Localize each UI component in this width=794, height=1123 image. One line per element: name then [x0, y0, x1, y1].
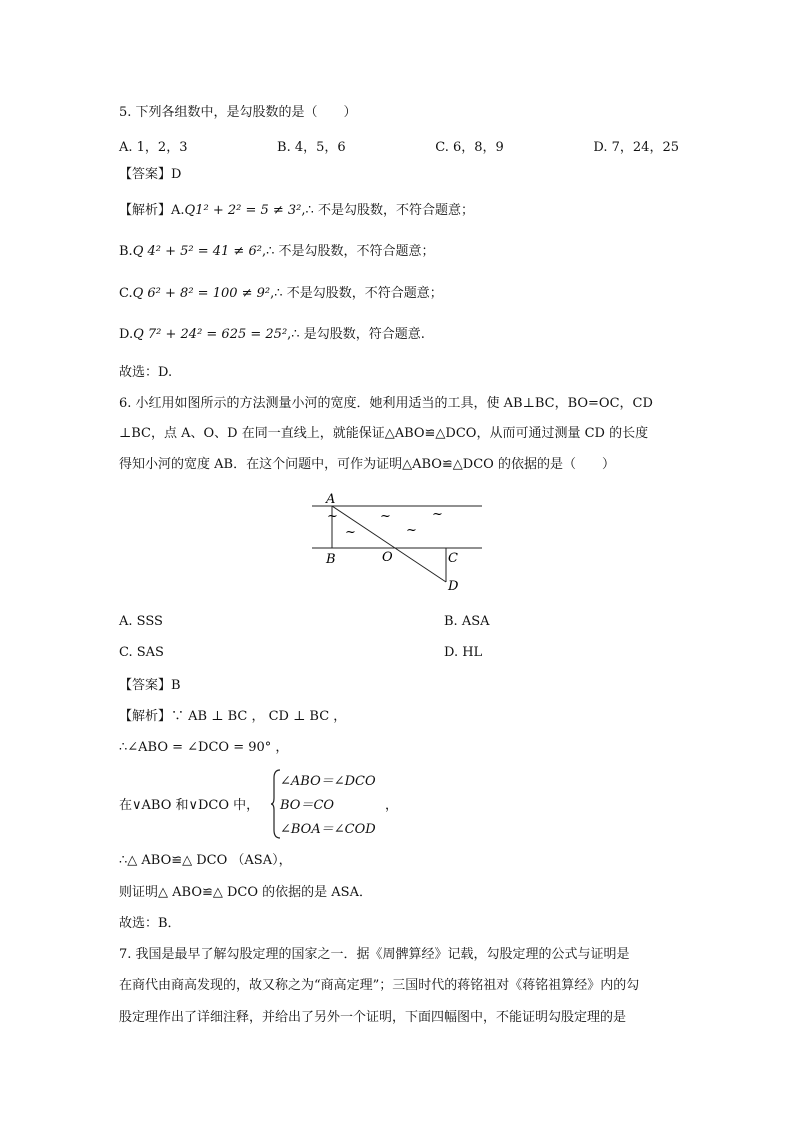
q5-option-c: C. 6，8，9	[435, 140, 504, 155]
math-expression: Q 4² + 5² = 41 ≠ 6²	[132, 244, 262, 259]
math-expression: Q 6² + 8² = 100 ≠ 9²	[132, 286, 271, 301]
math-expression: Q1² + 2² = 5 ≠ 3²	[184, 203, 302, 218]
system-row: ∠ABO＝∠DCO	[280, 774, 376, 789]
wave-mark: ~	[432, 507, 443, 522]
q6-option-c: C. SAS	[119, 645, 164, 660]
q5-option-b: B. 4，5，6	[277, 140, 346, 155]
wave-mark: ~	[380, 509, 391, 524]
q5-analysis-a	[119, 202, 474, 220]
label-o: O	[382, 550, 393, 565]
q5-options	[119, 136, 679, 155]
q6-tail-line-2: 则证明△ ABO≌△ DCO 的依据的是 ASA．	[119, 885, 372, 900]
q5-option-a: A. 1，2，3	[119, 140, 188, 155]
q6-answer: 【答案】B	[119, 678, 181, 693]
math-expression: Q 7² + 24² = 625 = 25²	[133, 327, 288, 342]
system-rows	[280, 770, 376, 842]
label-c: C	[448, 551, 458, 566]
system-row: BO＝CO	[280, 798, 335, 813]
line-tail: ,∴ 不是勾股数，不符合题意；	[270, 286, 443, 301]
q5-analysis-d	[119, 326, 425, 344]
line-prefix: B.	[119, 244, 133, 259]
line-tail: ,∴ 不是勾股数，不符合题意；	[301, 203, 474, 218]
q6-option-a: A. SSS	[119, 614, 163, 629]
wave-mark: ~	[327, 509, 338, 524]
q6-equation-system	[119, 770, 419, 840]
q7-line-1: 7. 我国是最早了解勾股定理的国家之一．据《周髀算经》记载，勾股定理的公式与证明是	[119, 947, 630, 962]
line-prefix: A.	[171, 203, 185, 218]
q6-tail-line-1: ∴△ ABO≌△ DCO （ASA），	[119, 853, 292, 868]
q5-conclusion: 故选：D.	[119, 365, 173, 380]
system-suffix: ，	[385, 798, 399, 813]
q6-option-b: B. ASA	[444, 614, 490, 629]
line-prefix: C.	[119, 286, 133, 301]
system-row: ∠BOA＝∠COD	[280, 822, 376, 837]
q6-conclusion: 故选：B．	[119, 916, 181, 931]
q6-analysis-line-1: 【解析】∵ AB ⊥ BC ， CD ⊥ BC ，	[119, 709, 347, 724]
q7-line-2: 在商代由商高发现的，故又称之为“商高定理”；三国时代的蒋铭祖对《蒋铭祖算经》内的勾	[119, 978, 640, 993]
analysis-tag: 【解析】	[119, 203, 172, 218]
q6-stem-line-2: ⊥BC，点 A、O、D 在同一直线上，就能保证△ABO≌△DCO，从而可通过测量 CD 的长度	[119, 426, 649, 441]
q5-answer: 【答案】D	[119, 167, 182, 182]
line-tail: ,∴ 是勾股数，符合题意.	[287, 327, 425, 342]
q6-option-d: D. HL	[444, 645, 483, 660]
q6-stem-line-1: 6. 小红用如图所示的方法测量小河的宽度．她利用适当的工具，使 AB⊥BC，BO=OC，CD	[119, 396, 653, 411]
label-b: B	[326, 552, 336, 567]
q5-stem: 5. 下列各组数中，是勾股数的是（ ）	[119, 105, 357, 120]
line-tail: ,∴ 不是勾股数，不符合题意；	[261, 244, 435, 259]
river-figure	[300, 490, 500, 598]
q5-analysis-b	[119, 243, 435, 261]
q5-option-d: D. 7，24，25	[593, 140, 679, 155]
q6-analysis-line-2: ∴∠ABO = ∠DCO = 90° ，	[119, 740, 289, 755]
q6-stem-line-3: 得知小河的宽度 AB．在这个问题中，可作为证明△ABO≌△DCO 的依据的是（ ）	[119, 457, 615, 472]
wave-mark: ~	[345, 525, 356, 540]
q7-line-3: 股定理作出了详细注释，并给出了另外一个证明，下面四幅图中，不能证明勾股定理的是	[119, 1010, 627, 1025]
wave-mark: ~	[406, 523, 417, 538]
line-prefix: D.	[119, 327, 134, 342]
system-prefix: 在∨ABO 和∨DCO 中，	[119, 798, 260, 813]
label-a: A	[326, 492, 336, 507]
label-d: D	[448, 579, 459, 594]
q5-analysis-c	[119, 285, 443, 303]
